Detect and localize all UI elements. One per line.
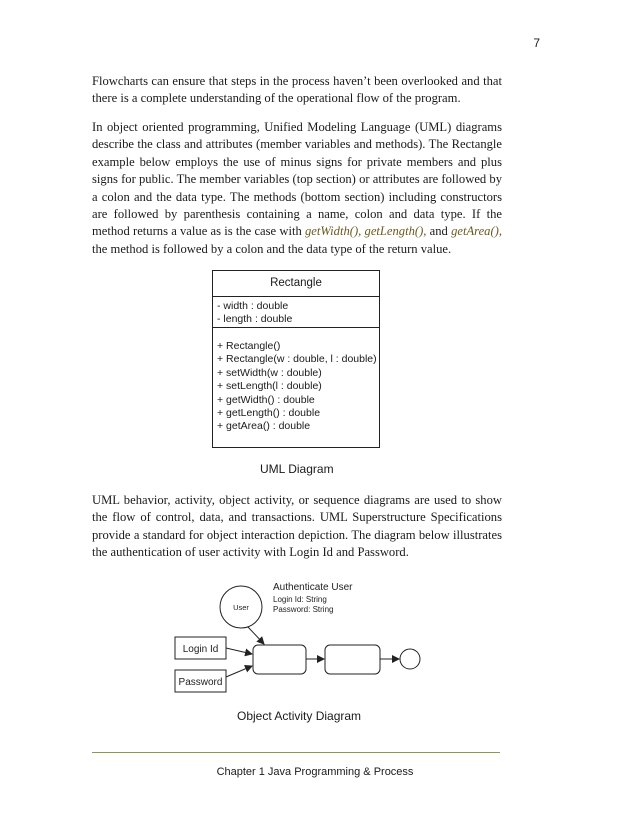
user-label: User bbox=[233, 603, 249, 612]
activity-param-login: Login Id: String bbox=[273, 595, 327, 604]
arrow-user-to-activity bbox=[248, 627, 264, 644]
arrow-login-to-activity bbox=[226, 648, 252, 654]
uml-diagram-caption: UML Diagram bbox=[260, 462, 334, 476]
end-node bbox=[400, 649, 420, 669]
paragraph-flowcharts: Flowcharts can ensure that steps in the process haven’t been overlooked and that there is a complete understanding of the operational flow of the program. bbox=[92, 74, 502, 106]
uml-class-diagram bbox=[212, 270, 380, 448]
uml-method: + setWidth(w : double) bbox=[217, 366, 322, 379]
method-getwidth: getWidth(), bbox=[304, 224, 362, 239]
uml-method: + getLength() : double bbox=[217, 407, 321, 420]
uml-method: + Rectangle() bbox=[217, 340, 281, 352]
login-id-label: Login Id bbox=[182, 644, 219, 655]
method-getlength: getLength(), bbox=[364, 224, 427, 239]
page-number: 7 bbox=[533, 36, 540, 50]
uml-method: + getArea() : double bbox=[217, 420, 311, 433]
uml-attributes bbox=[213, 297, 379, 328]
password-label: Password bbox=[178, 677, 223, 688]
conjunction: and bbox=[426, 224, 452, 239]
uml-method: + Rectangle(w : double, l : double) bbox=[217, 353, 377, 366]
uml-class-name: Rectangle bbox=[213, 271, 379, 297]
uml-attribute: - width : double bbox=[217, 300, 289, 312]
activity-title: Authenticate User bbox=[273, 582, 353, 593]
object-activity-diagram bbox=[160, 572, 450, 697]
uml-attribute: - length : double bbox=[217, 312, 293, 325]
paragraph-uml-intro bbox=[92, 119, 502, 258]
activity-diagram-caption: Object Activity Diagram bbox=[237, 709, 362, 723]
footer-chapter-title: Chapter 1 Java Programming & Process bbox=[216, 766, 414, 778]
activity-node-1 bbox=[253, 645, 306, 674]
paragraph-uml-text: In object oriented programming, Unified Modeling Language (UML) diagrams describe the class and attributes (member variables and methods). The Rectangle example below employs the use of minus signs for private members and plus signs for public. The member variables (top section) or attributes are followed by a colon and the data type. The methods (bottom section) including constructors are followed by parenthesis containing a name, colon and data type. If the method returns a value as is the case with bbox=[92, 120, 502, 239]
footer-divider bbox=[92, 752, 500, 753]
uml-method: + setLength(l : double) bbox=[217, 380, 322, 393]
paragraph-uml-behavior: UML behavior, activity, object activity, or sequence diagrams are used to show the flow of control, data, and transactions. UML Superstructure Specifications provide a standard for object interaction depiction. The diagram below illustrates the authentication of user activity with Login Id and Password. bbox=[92, 493, 502, 560]
arrow-password-to-activity bbox=[226, 666, 252, 677]
activity-param-password: Password: String bbox=[273, 605, 334, 614]
method-getarea: getArea(), bbox=[451, 224, 503, 239]
activity-node-2 bbox=[325, 645, 380, 674]
paragraph-uml-text-end: the method is followed by a colon and the data type of the return value. bbox=[92, 241, 452, 256]
uml-methods bbox=[213, 328, 379, 434]
uml-method: + getWidth() : double bbox=[217, 393, 315, 406]
